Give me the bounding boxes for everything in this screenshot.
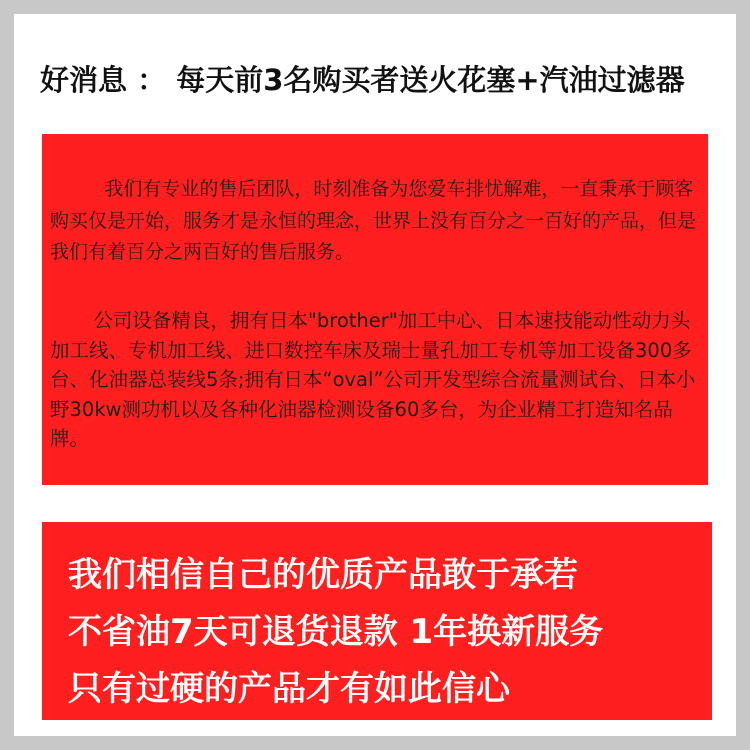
promise-box [42, 522, 712, 720]
content-card [14, 14, 736, 736]
company-paragraph: 公司设备精良，拥有日本"brother"加工中心、日本速技能动性动力头加工线、专机加工线、进口数控车床及瑞士量孔加工专机等加工设备300多台、化油器总装线5条;拥有日本“oval”公司开发型综合流量测试台、日本小野30kw测功机以及各种化油器检测设备60多台，为企业精工打造知名品牌。 [50, 309, 696, 450]
service-paragraph: 我们有专业的售后团队，时刻准备为您爱车排忧解难，一直秉承于顾客购买仅是开始，服务才是永恒的理念，世界上没有百分之一百好的产品，但是我们有着百分之两百好的售后服务。 [50, 178, 697, 263]
promise-line-3: 只有过硬的产品才有如此信心 [68, 669, 510, 709]
promise-line-1: 我们相信自己的优质产品敢于承若 [68, 555, 578, 595]
promo-headline: 好消息 ： 每天前3名购买者送火花塞+汽油过滤器 [40, 63, 685, 97]
promise-line-2: 不省油7天可退货退款 1年换新服务 [68, 612, 604, 652]
service-info-box [42, 134, 708, 485]
